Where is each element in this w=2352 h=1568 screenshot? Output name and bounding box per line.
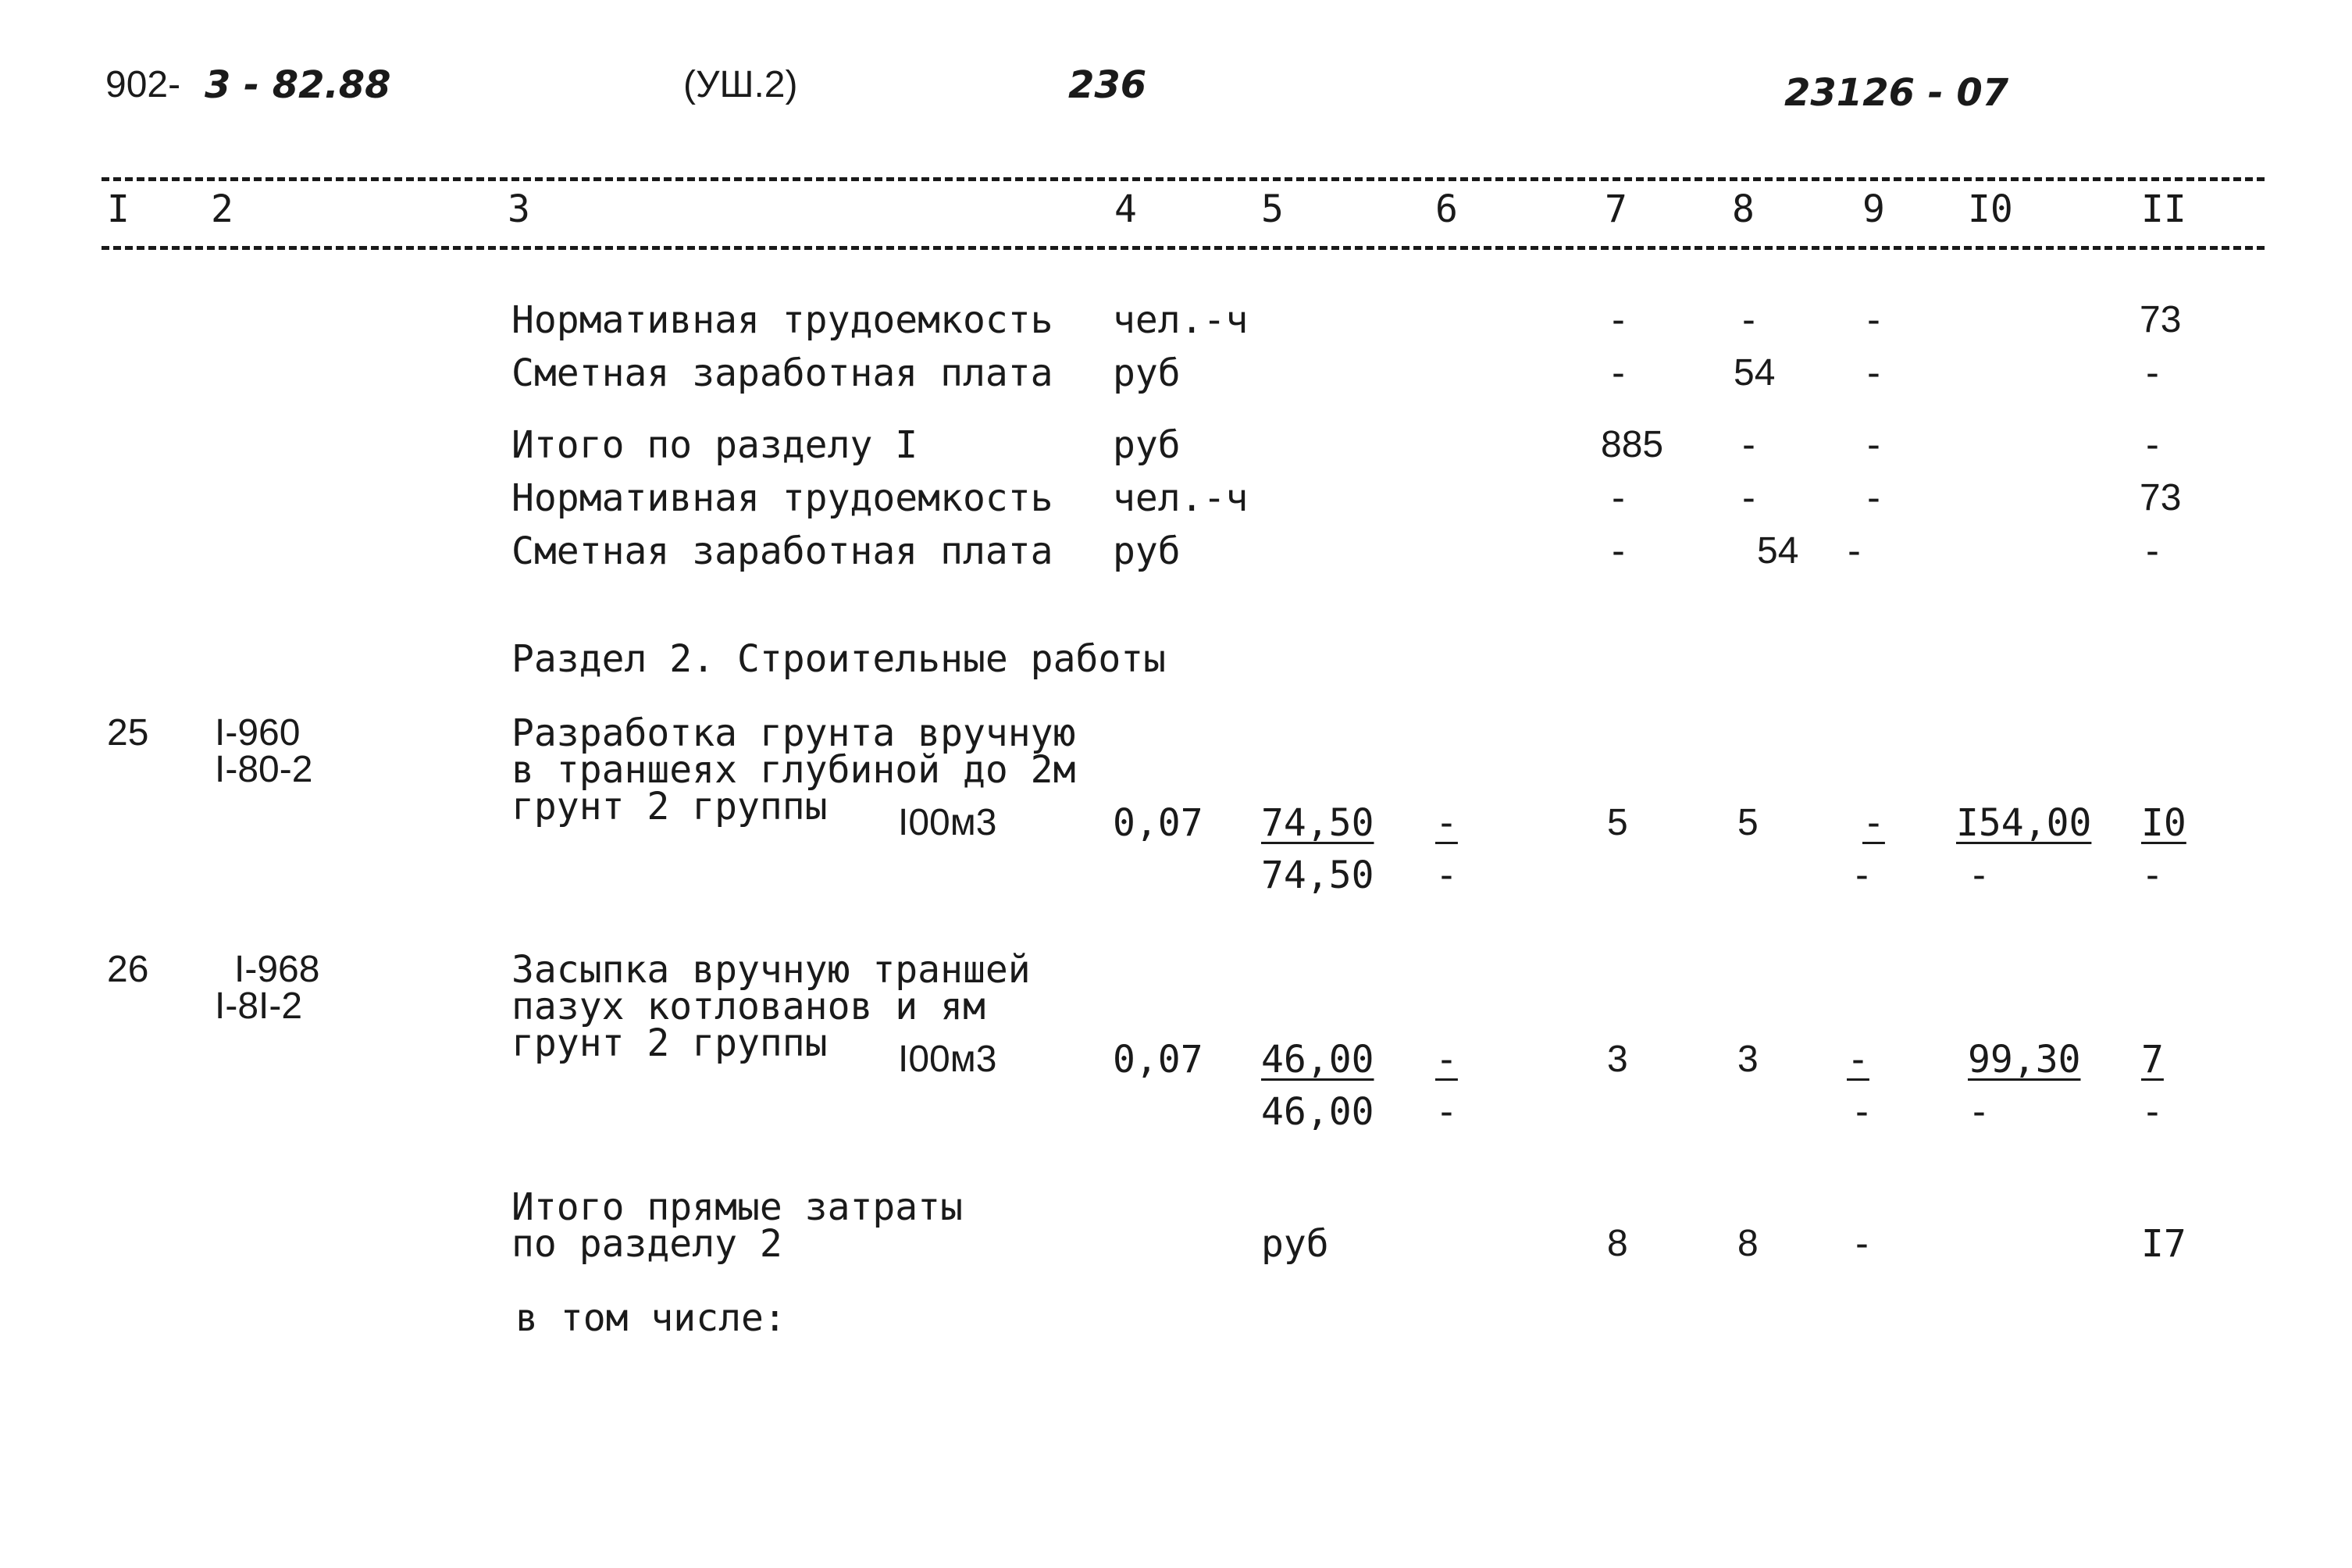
- cell-col9-bottom: -: [1851, 853, 1873, 897]
- cell-col5-bottom: 74,50: [1261, 853, 1374, 897]
- cell-col7: -: [1607, 476, 1630, 520]
- cell-col9: -: [1843, 529, 1866, 573]
- cell-col9: -: [1851, 1222, 1873, 1266]
- page-number: 236: [1068, 63, 1147, 107]
- item-description-line: Разработка грунта вручную: [511, 711, 1076, 755]
- cell-col6-top: -: [1435, 1038, 1458, 1082]
- cell-col10-top: 99,30: [1968, 1038, 2081, 1082]
- cell-col6-bottom: -: [1435, 853, 1458, 897]
- cell-col8: 54: [1734, 352, 1776, 394]
- cell-col8: 5: [1737, 802, 1759, 843]
- total-label-line: по разделу 2: [511, 1222, 782, 1266]
- col-header-6: 6: [1435, 187, 1458, 231]
- row-unit: руб: [1113, 529, 1181, 573]
- item-number: 25: [107, 712, 149, 754]
- item-code: I-968: [234, 949, 320, 990]
- cell-col9: -: [1862, 298, 1885, 342]
- item-code: I-960: [215, 712, 301, 754]
- sheet-number: 23126 - 07: [1784, 71, 2009, 115]
- cell-col10-bottom: -: [1968, 1090, 1990, 1134]
- cell-col8: -: [1737, 476, 1760, 520]
- cell-col5-bottom: 46,00: [1261, 1090, 1374, 1134]
- cell-col11: 73: [2140, 477, 2182, 519]
- including-label: в том числе:: [515, 1296, 786, 1340]
- item-code-secondary: I-80-2: [215, 749, 313, 790]
- col-header-2: 2: [211, 187, 233, 231]
- cell-col11-top: I0: [2141, 801, 2186, 845]
- cell-col7: -: [1607, 529, 1630, 573]
- item-description-line: грунт 2 группы: [511, 1021, 828, 1065]
- item-description-line: в траншеях глубиной до 2м: [511, 748, 1076, 792]
- row-name: Нормативная трудоемкость: [511, 476, 1053, 520]
- row-name: Итого по разделу I: [511, 423, 918, 467]
- cell-col7: -: [1607, 298, 1630, 342]
- cell-col10-top: I54,00: [1956, 801, 2092, 845]
- section-code: (УШ.2): [683, 64, 798, 105]
- row-name: Нормативная трудоемкость: [511, 298, 1053, 342]
- item-quantity: 0,07: [1113, 801, 1203, 845]
- header-rule-top: [102, 177, 2265, 181]
- total-label-line: Итого прямые затраты: [511, 1185, 963, 1229]
- header-rule-bottom: [102, 246, 2265, 250]
- cell-col9-bottom: -: [1851, 1090, 1873, 1134]
- col-header-11: II: [2141, 187, 2186, 231]
- item-number: 26: [107, 949, 149, 990]
- cell-col11: -: [2141, 351, 2164, 395]
- item-description-line: Засыпка вручную траншей: [511, 948, 1031, 992]
- cell-col7: 5: [1607, 802, 1628, 843]
- row-unit: чел.-ч: [1113, 476, 1249, 520]
- col-header-4: 4: [1114, 187, 1137, 231]
- cell-col11-bottom: -: [2141, 1090, 2164, 1134]
- cell-col8: -: [1737, 423, 1760, 467]
- col-header-5: 5: [1261, 187, 1284, 231]
- section-title: Раздел 2. Строительные работы: [511, 637, 1167, 681]
- row-name: Сметная заработная плата: [511, 529, 1053, 573]
- cell-col11-top: 7: [2141, 1038, 2164, 1082]
- cell-col9: -: [1862, 351, 1885, 395]
- row-unit: чел.-ч: [1113, 298, 1249, 342]
- item-unit: I00м3: [898, 802, 997, 843]
- col-header-1: I: [107, 187, 130, 231]
- cell-col9-top: -: [1847, 1038, 1869, 1082]
- cell-col6-bottom: -: [1435, 1090, 1458, 1134]
- cell-col7: -: [1607, 351, 1630, 395]
- doc-code-handwritten: 3 - 82.88: [205, 63, 391, 107]
- doc-code-printed: 902-: [105, 64, 181, 105]
- cell-col11: -: [2141, 529, 2164, 573]
- item-unit: I00м3: [898, 1039, 997, 1080]
- cell-col7: 885: [1601, 424, 1664, 465]
- col-header-9: 9: [1862, 187, 1885, 231]
- cell-col7: 3: [1607, 1039, 1628, 1080]
- col-header-8: 8: [1732, 187, 1755, 231]
- cell-col8: 54: [1757, 530, 1799, 572]
- cell-col11: 73: [2140, 299, 2182, 340]
- cell-col9: -: [1862, 476, 1885, 520]
- row-unit: руб: [1113, 423, 1181, 467]
- cell-col10-bottom: -: [1968, 853, 1990, 897]
- cell-col11: I7: [2141, 1222, 2186, 1266]
- item-quantity: 0,07: [1113, 1038, 1203, 1082]
- cell-col6-top: -: [1435, 801, 1458, 845]
- cell-col9: -: [1862, 423, 1885, 467]
- col-header-7: 7: [1605, 187, 1627, 231]
- cell-col8: 3: [1737, 1039, 1759, 1080]
- cell-col5-top: 74,50: [1261, 801, 1374, 845]
- cell-col8: -: [1737, 298, 1760, 342]
- total-unit: руб: [1261, 1222, 1329, 1266]
- item-code-secondary: I-8I-2: [215, 985, 303, 1027]
- item-description-line: пазух котлованов и ям: [511, 985, 985, 1028]
- cell-col5-top: 46,00: [1261, 1038, 1374, 1082]
- col-header-3: 3: [508, 187, 530, 231]
- cell-col7: 8: [1607, 1223, 1628, 1264]
- row-unit: руб: [1113, 351, 1181, 395]
- cell-col8: 8: [1737, 1223, 1759, 1264]
- col-header-10: I0: [1968, 187, 2013, 231]
- cell-col11: -: [2141, 423, 2164, 467]
- cell-col9-top: -: [1862, 801, 1885, 845]
- cell-col11-bottom: -: [2141, 853, 2164, 897]
- item-description-line: грунт 2 группы: [511, 785, 828, 829]
- row-name: Сметная заработная плата: [511, 351, 1053, 395]
